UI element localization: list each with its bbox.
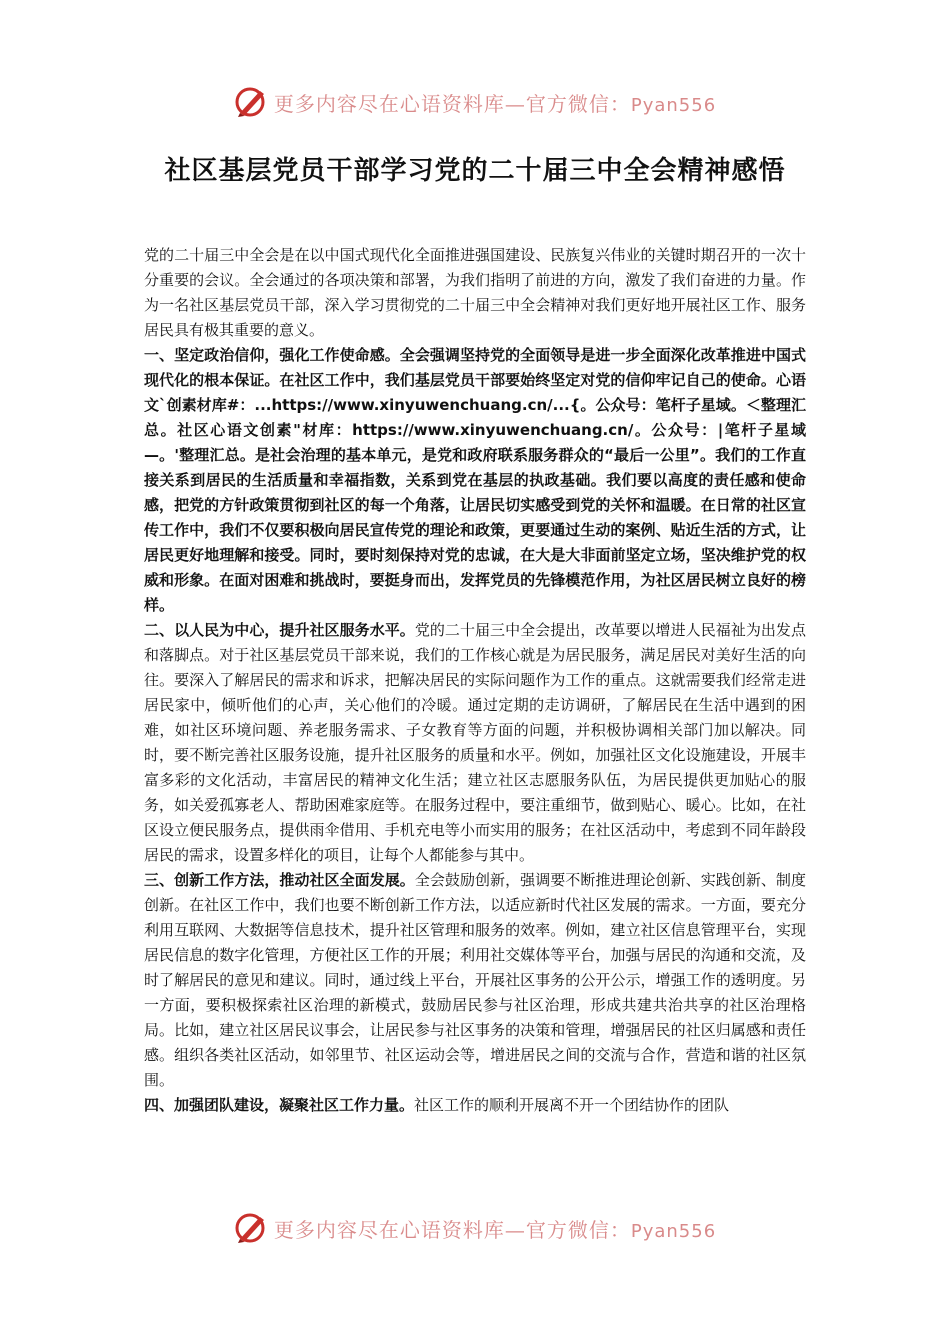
wechat-id: Pyan556: [630, 1220, 717, 1242]
wechat-id: Pyan556: [630, 94, 717, 116]
section-3-body: 全会鼓励创新，强调要不断推进理论创新、实践创新、制度创新。在社区工作中，我们也要不断创新工作方法，以适应新时代社区发展的需求。一方面，要充分利用互联网、大数据等信息技术，提升社区管理和服务的效率。例如，建立社区信息管理平台，实现居民信息的数字化管理，方便社区工作的开展；利用社交媒体等平台，加强与居民的沟通和交流，及时了解居民的意见和建议。同时，通过线上平台，开展社区事务的公开公示，增强工作的透明度。另一方面，要积极探索社区治理的新模式，鼓励居民参与社区治理，形成共建共治共享的社区治理格局。比如，建立社区居民议事会，让居民参与社区事务的决策和管理，增强居民的社区归属感和责任感。组织各类社区活动，如邻里节、社区运动会等，增进居民之间的交流与合作，营造和谐的社区氛围。: [144, 871, 806, 1089]
pen-logo-icon: [234, 1211, 268, 1245]
section-1-paragraph: 一、坚定政治信仰，强化工作使命感。全会强调坚持党的全面领导是进一步全面深化改革推进中国式现代化的根本保证。在社区工作中，我们基层党员干部要始终坚定对党的信仰牢记自己的使命。心语文`创素材库#：...https://www.xinyuwenchuang.cn/...{。公众号：笔杆子星域。＜整理汇总。社区心语文创素"材库：https://www.xinyuwenchuang.cn/。公众号：|笔杆子星域—。'整理汇总。是社会治理的基本单元，是党和政府联系服务群众的“最后一公里”。我们的工作直接关系到居民的生活质量和幸福指数，关系到党在基层的执政基础。我们要以高度的责任感和使命感，把党的方针政策贯彻到社区的每一个角落，让居民切实感受到党的关怀和温暖。在日常的社区宣传工作中，我们不仅要积极向居民宣传党的理论和政策，更要通过生动的案例、贴近生活的方式，让居民更好地理解和接受。同时，要时刻保持对党的忠诚，在大是大非面前坚定立场，坚决维护党的权威和形象。在面对困难和挑战时，要挺身而出，发挥党员的先锋模范作用，为社区居民树立良好的榜样。: [144, 346, 806, 614]
section-4-paragraph: [144, 1093, 806, 1118]
intro-paragraph: 党的二十届三中全会是在以中国式现代化全面推进强国建设、民族复兴伟业的关键时期召开的一次十分重要的会议。全会通过的各项决策和部署，为我们指明了前进的方向，激发了我们奋进的力量。作为一名社区基层党员干部，深入学习贯彻党的二十届三中全会精神对我们更好地开展社区工作、服务居民具有极其重要的意义。: [144, 246, 806, 339]
header-banner: [0, 82, 950, 122]
banner-text: 更多内容尽在心语资料库—官方微信：Pyan556: [273, 91, 717, 116]
page-title: 社区基层党员干部学习党的二十届三中全会精神感悟: [164, 156, 786, 186]
pen-logo-icon: [234, 85, 268, 119]
section-2-heading: 二、以人民为中心，提升社区服务水平。: [144, 621, 415, 639]
section-4-heading: 四、加强团队建设，凝聚社区工作力量。: [144, 1096, 415, 1114]
section-2-paragraph: [144, 618, 806, 868]
article-body: [144, 243, 806, 1118]
section-4-body: 社区工作的顺利开展离不开一个团结协作的团队: [414, 1096, 730, 1114]
section-2-body: 党的二十届三中全会提出，改革要以增进人民福祉为出发点和落脚点。对于社区基层党员干部来说，我们的工作核心就是为居民服务，满足居民对美好生活的向往。要深入了解居民的需求和诉求，把解决居民的实际问题作为工作的重点。这就需要我们经常走进居民家中，倾听他们的心声，关心他们的冷暖。通过定期的走访调研，了解居民在生活中遇到的困难，如社区环境问题、养老服务需求、子女教育等方面的问题，并积极协调相关部门加以解决。同时，要不断完善社区服务设施，提升社区服务的质量和水平。例如，加强社区文化设施建设，开展丰富多彩的文化活动，丰富居民的精神文化生活；建立社区志愿服务队伍，为居民提供更加贴心的服务，如关爱孤寡老人、帮助困难家庭等。在服务过程中，要注重细节，做到贴心、暖心。比如，在社区设立便民服务点，提供雨伞借用、手机充电等小而实用的服务；在社区活动中，考虑到不同年龄段居民的需求，设置多样化的项目，让每个人都能参与其中。: [144, 621, 806, 864]
section-3-heading: 三、创新工作方法，推动社区全面发展。: [144, 871, 415, 889]
section-3-paragraph: [144, 868, 806, 1093]
footer-banner: [0, 1208, 950, 1248]
banner-text: 更多内容尽在心语资料库—官方微信：Pyan556: [273, 1217, 717, 1242]
